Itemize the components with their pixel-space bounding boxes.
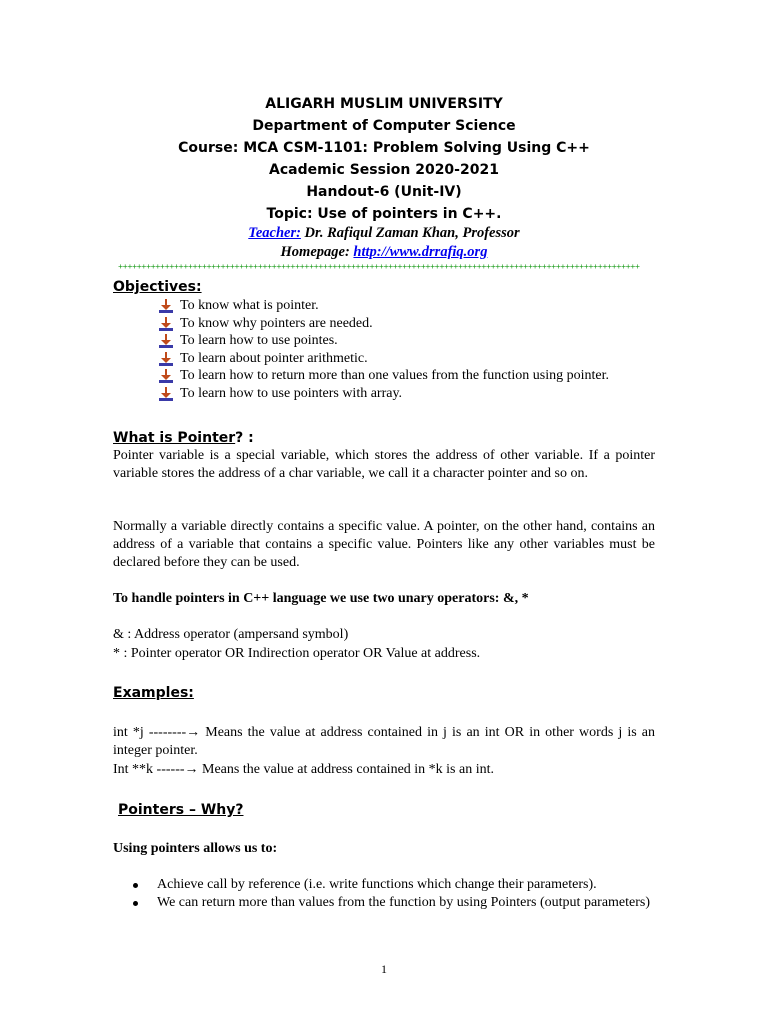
university-name: ALIGARH MUSLIM UNIVERSITY xyxy=(265,96,503,112)
down-arrow-bullet-icon xyxy=(158,387,174,401)
pointers-why-intro: Using pointers allows us to: xyxy=(113,841,278,856)
example-double-pointer: Int **k ------→ Means the value at address contained in *k is an int. xyxy=(113,762,495,777)
handout-title: Handout-6 (Unit-IV) xyxy=(306,184,462,200)
homepage-line xyxy=(0,243,768,261)
down-arrow-bullet-icon xyxy=(158,369,174,383)
academic-session: Academic Session 2020-2021 xyxy=(269,162,499,178)
separator-line: ++++++++++++++++++++++++++++++++++++++++++++++++++++++++++++++++++++++++++++++++++++++++++++++++++++++++++++++++ xyxy=(118,262,640,272)
list-item: To learn how to use pointers with array. xyxy=(158,385,609,403)
down-arrow-bullet-icon xyxy=(158,317,174,331)
list-item: To learn how to return more than one values from the function using pointer. xyxy=(158,367,609,385)
list-item: To learn about pointer arithmetic. xyxy=(158,350,609,368)
teacher-line xyxy=(0,224,768,242)
list-item: To know why pointers are needed. xyxy=(158,315,609,333)
pointer-value-paragraph: Normally a variable directly contains a specific value. A pointer, on the other hand, contains an address of a variable that contains a specific value. Pointers like any other variables must be declared before they can be used. xyxy=(113,519,655,570)
bullet-dot-icon xyxy=(133,883,138,888)
list-item: Achieve call by reference (i.e. write functions which change their parameters). xyxy=(133,876,653,894)
what-is-pointer-heading: What is Pointer? : xyxy=(113,430,254,446)
homepage-label: Homepage: xyxy=(280,244,354,260)
objectives-list xyxy=(158,297,609,403)
bullet-dot-icon xyxy=(133,901,138,906)
address-operator-line: & : Address operator (ampersand symbol) xyxy=(113,627,349,642)
pointer-definition-paragraph: Pointer variable is a special variable, which stores the address of other variable. If a pointer variable stores the address of a char variable, we call it a character pointer and so on. xyxy=(113,448,655,481)
list-item: We can return more than values from the function by using Pointers (output parameters) xyxy=(133,894,653,912)
homepage-link[interactable]: http://www.drrafiq.org xyxy=(353,244,488,260)
pointers-why-heading: Pointers – Why? xyxy=(118,802,244,818)
operators-intro: To handle pointers in C++ language we use two unary operators: &, * xyxy=(113,591,529,606)
list-item: To know what is pointer. xyxy=(158,297,609,315)
topic-title: Topic: Use of pointers in C++. xyxy=(266,206,502,222)
department-name: Department of Computer Science xyxy=(252,118,516,134)
teacher-name: Dr. Rafiqul Zaman Khan, Professor xyxy=(300,225,520,241)
course-title: Course: MCA CSM-1101: Problem Solving Using C++ xyxy=(178,140,590,156)
pointer-operator-line: * : Pointer operator OR Indirection operator OR Value at address. xyxy=(113,646,481,661)
list-item: To learn how to use pointes. xyxy=(158,332,609,350)
objectives-heading: Objectives: xyxy=(113,279,202,295)
example-int-pointer: int *j --------→ Means the value at address contained in j is an int OR in other words j is an integer pointer. xyxy=(113,725,655,758)
teacher-label: Teacher: xyxy=(248,225,301,241)
examples-heading: Examples: xyxy=(113,685,194,701)
page-number: 1 xyxy=(381,962,387,976)
down-arrow-bullet-icon xyxy=(158,352,174,366)
down-arrow-bullet-icon xyxy=(158,334,174,348)
pointers-why-list xyxy=(133,876,653,911)
down-arrow-bullet-icon xyxy=(158,299,174,313)
